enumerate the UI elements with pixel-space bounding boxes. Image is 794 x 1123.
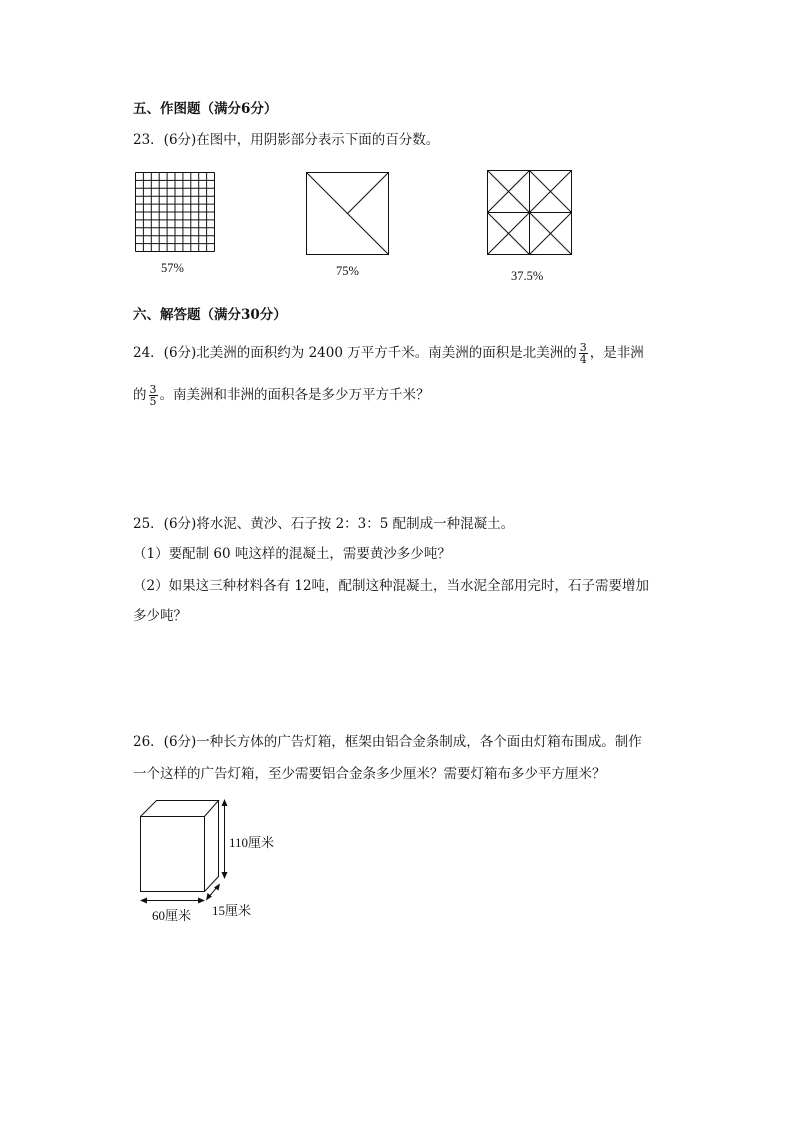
width-label: 15厘米: [212, 903, 252, 918]
section-5-title: 五、作图题（满分6分）: [133, 101, 278, 117]
question-24-line-2: [133, 384, 430, 407]
length-label: 60厘米: [152, 908, 192, 923]
section-6-title: 六、解答题（满分30分）: [133, 307, 287, 323]
question-25-stem: 25．(6分)将水泥、黄沙、石子按 2：3：5 配制成一种混凝土。: [133, 516, 515, 532]
figure-1-caption: 57%: [161, 261, 184, 275]
square-crossed-figure[interactable]: [487, 170, 573, 256]
fraction-numerator: 3: [579, 341, 587, 354]
figure-2-caption: 75%: [336, 264, 359, 278]
square-diagonal-figure[interactable]: [306, 172, 390, 256]
fraction-denominator: 5: [149, 395, 157, 408]
question-25-sub-1: （1）要配制 60 吨这样的混凝土，需要黄沙多少吨？: [133, 546, 451, 562]
question-24-text-d: 。南美洲和非洲的面积各是多少万平方千米？: [159, 387, 430, 403]
question-24-text-b: ，是非洲: [589, 345, 644, 361]
fraction-numerator: 3: [149, 383, 157, 396]
question-25-sub-2-line-2: 多少吨？: [133, 608, 187, 624]
height-label: 110厘米: [229, 835, 275, 850]
grid-100-figure[interactable]: [135, 172, 215, 252]
question-25-sub-2-line-1: （2）如果这三种材料各有 12吨，配制这种混凝土，当水泥全部用完时，石子需要增加: [133, 578, 650, 594]
question-24-line-1: [133, 342, 644, 365]
fraction-denominator: 4: [579, 353, 587, 366]
fraction-three-quarters: [579, 342, 588, 365]
question-26-line-2: 一个这样的广告灯箱，至少需要铝合金条多少厘米？需要灯箱布多少平方厘米？: [133, 766, 606, 782]
question-23-stem: 23．(6分)在图中，用阴影部分表示下面的百分数。: [133, 132, 440, 148]
question-24-text-a: 24．(6分)北美洲的面积约为 2400 万平方千米。南美洲的面积是北美洲的: [133, 345, 577, 361]
question-26-line-1: 26．(6分)一种长方体的广告灯箱，框架由铝合金条制成，各个面由灯箱布围成。制作: [133, 734, 642, 750]
fraction-three-fifths: [149, 384, 158, 407]
figure-3-caption: 37.5%: [511, 269, 544, 283]
question-24-text-c: 的: [133, 387, 147, 403]
